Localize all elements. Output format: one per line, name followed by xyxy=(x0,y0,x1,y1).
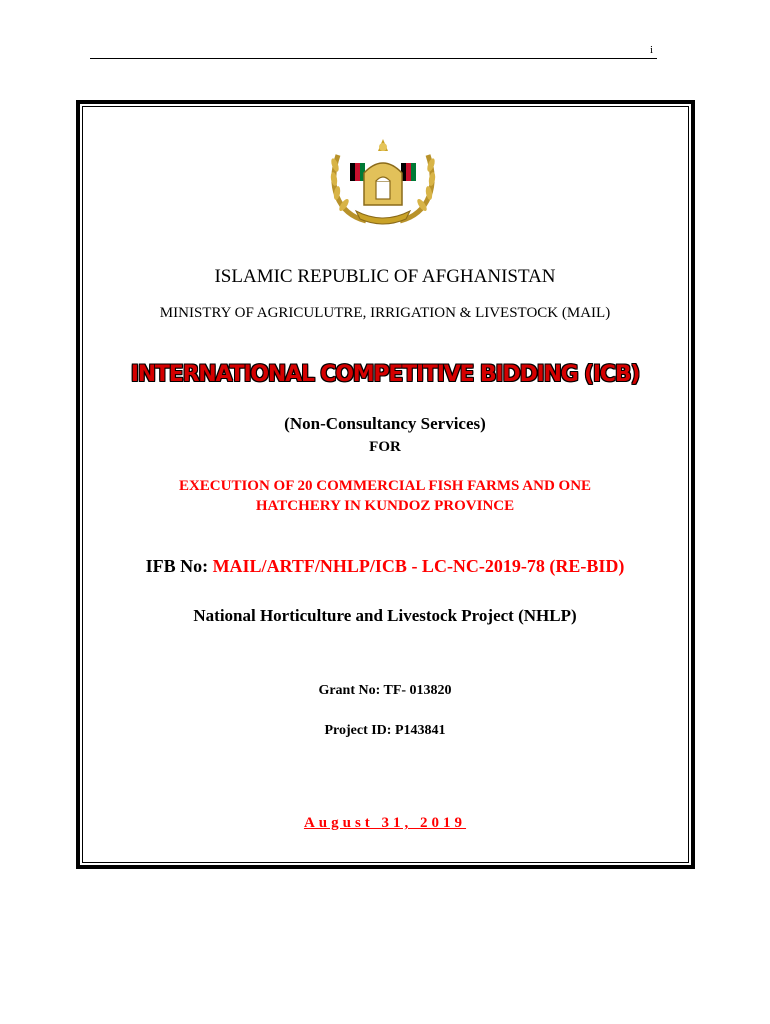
ifb-number-line xyxy=(0,556,770,577)
document-date: August 31, 2019 xyxy=(303,815,467,831)
coat-of-arms-icon xyxy=(326,135,440,227)
subject-line-1: EXECUTION OF 20 COMMERCIAL FISH FARMS AND ONE xyxy=(178,478,592,494)
grant-number: Grant No: TF- 013820 xyxy=(318,683,452,698)
document-date-line xyxy=(0,815,770,832)
project-name: National Horticulture and Livestock Project (NHLP) xyxy=(193,606,577,625)
ifb-number: MAIL/ARTF/NHLP/ICB - LC-NC-2019-78 (RE-BID) xyxy=(212,556,625,576)
page-number: i xyxy=(650,44,654,56)
country-name: ISLAMIC REPUBLIC OF AFGHANISTAN xyxy=(214,266,556,287)
header-rule xyxy=(90,58,657,59)
for-label: FOR xyxy=(369,439,401,455)
ifb-label: IFB No: xyxy=(145,556,213,576)
project-id: Project ID: P143841 xyxy=(324,723,446,738)
bidding-type-title: INTERNATIONAL COMPETITIVE BIDDING (ICB) xyxy=(130,362,640,387)
ministry-name: MINISTRY OF AGRICULUTRE, IRRIGATION & LIVESTOCK (MAIL) xyxy=(159,305,611,321)
service-type: (Non-Consultancy Services) xyxy=(284,414,486,433)
subject-line-2: HATCHERY IN KUNDOZ PROVINCE xyxy=(255,498,515,514)
